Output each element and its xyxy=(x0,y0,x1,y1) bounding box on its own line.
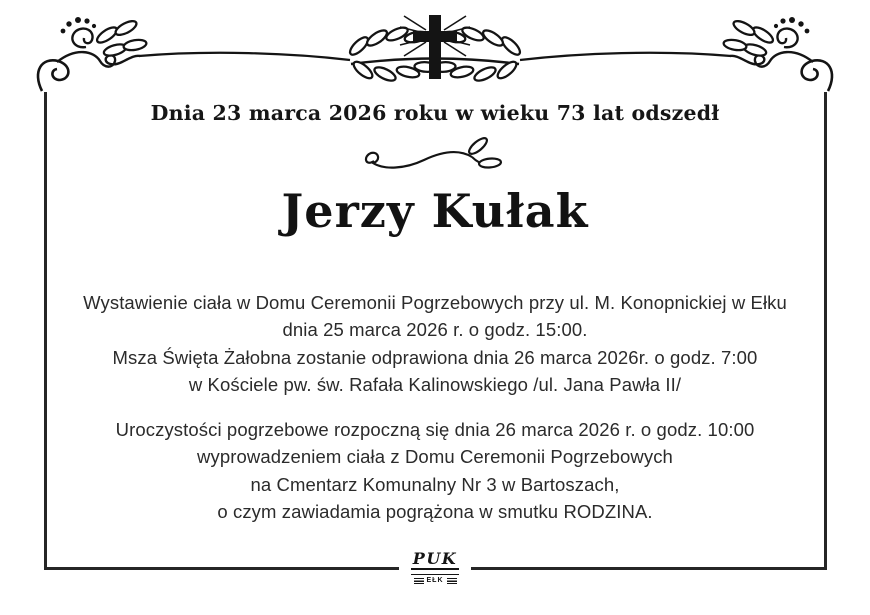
details-line-2: dnia 25 marca 2026 r. o godz. 15:00. xyxy=(282,319,588,341)
floral-flourish-left-icon xyxy=(38,17,350,91)
puk-elk-logo xyxy=(399,550,471,584)
details-paragraph xyxy=(46,289,824,398)
logo-secondary-text: EŁK xyxy=(426,577,444,584)
leaf-divider-icon xyxy=(360,133,510,179)
logo-bars-left-icon xyxy=(414,578,424,584)
ceremony-paragraph xyxy=(46,416,824,525)
logo-underline xyxy=(411,568,459,575)
frame-border-left xyxy=(44,92,47,570)
logo-secondary-row xyxy=(411,577,459,584)
frame-border-right xyxy=(824,92,827,570)
deceased-name: Jerzy Kułak xyxy=(281,184,589,238)
logo-bars-right-icon xyxy=(447,578,457,584)
floral-flourish-right-icon xyxy=(520,17,832,91)
intro-line: Dnia 23 marca 2026 roku w wieku 73 lat odszedł xyxy=(150,101,720,125)
ceremony-line-3: na Cmentarz Komunalny Nr 3 w Bartoszach, xyxy=(250,473,620,495)
ceremony-line-1: Uroczystości pogrzebowe rozpoczną się dnia 26 marca 2026 r. o godz. 10:00 xyxy=(115,419,755,440)
ceremony-line-4: o czym zawiadamia pogrążona w smutku RODZINA. xyxy=(217,500,653,522)
logo-primary-text: PUK xyxy=(412,549,458,568)
details-line-1: Wystawienie ciała w Domu Ceremonii Pogrzebowych przy ul. M. Konopnickiej w Ełku xyxy=(83,292,787,313)
ceremony-line-2: wyprowadzeniem ciała z Domu Ceremonii Pogrzebowych xyxy=(197,446,673,468)
details-line-3: Msza Święta Żałobna zostanie odprawiona dnia 26 marca 2026r. o godz. 7:00 xyxy=(112,346,758,368)
top-ornament xyxy=(0,0,870,96)
details-line-4: w Kościele pw. św. Rafała Kalinowskiego /ul. Jana Pawła II/ xyxy=(188,373,682,395)
